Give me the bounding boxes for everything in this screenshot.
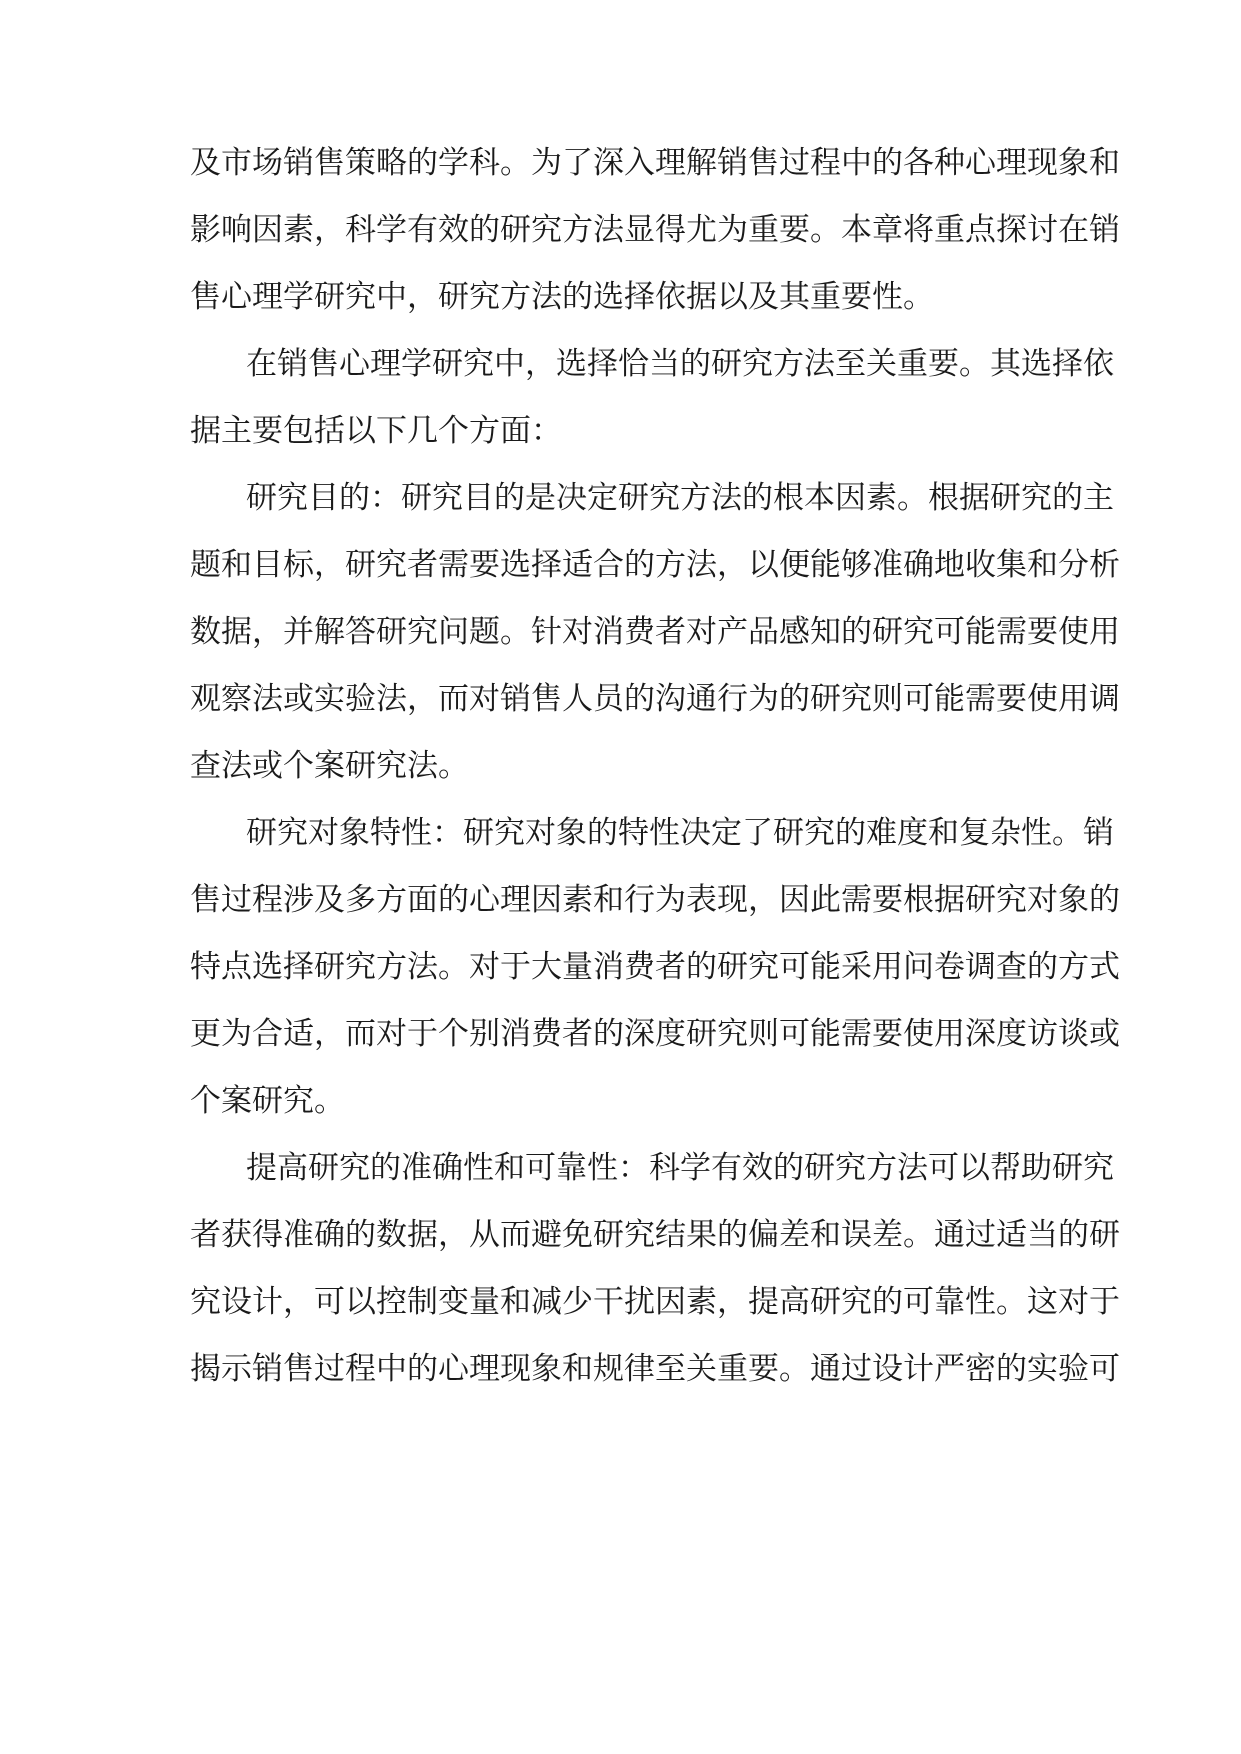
paragraph-line: 售心理学研究中，研究方法的选择依据以及其重要性。: [190, 279, 934, 315]
paragraph-line: 影响因素，科学有效的研究方法显得尤为重要。本章将重点探讨在销: [190, 212, 1120, 248]
paragraph-line: 及市场销售策略的学科。为了深入理解销售过程中的各种心理现象和: [190, 145, 1120, 181]
paragraph-line: 在销售心理学研究中，选择恰当的研究方法至关重要。其选择依: [246, 346, 1114, 382]
paragraph-line: 数据，并解答研究问题。针对消费者对产品感知的研究可能需要使用: [190, 614, 1120, 650]
paragraph-line: 究设计，可以控制变量和减少干扰因素，提高研究的可靠性。这对于: [190, 1284, 1120, 1320]
paragraph-line: 据主要包括以下几个方面：: [190, 413, 562, 449]
paragraph-line: 研究目的：研究目的是决定研究方法的根本因素。根据研究的主: [246, 480, 1114, 516]
paragraph-line: 研究对象特性：研究对象的特性决定了研究的难度和复杂性。销: [246, 815, 1114, 851]
paragraph-line: 更为合适，而对于个别消费者的深度研究则可能需要使用深度访谈或: [190, 1016, 1120, 1052]
paragraph-line: 售过程涉及多方面的心理因素和行为表现，因此需要根据研究对象的: [190, 882, 1120, 918]
paragraph-line: 查法或个案研究法。: [190, 748, 469, 784]
paragraph-line: 提高研究的准确性和可靠性：科学有效的研究方法可以帮助研究: [246, 1150, 1114, 1186]
paragraph-line: 观察法或实验法，而对销售人员的沟通行为的研究则可能需要使用调: [190, 681, 1120, 717]
paragraph-line: 者获得准确的数据，从而避免研究结果的偏差和误差。通过适当的研: [190, 1217, 1120, 1253]
paragraph-line: 特点选择研究方法。对于大量消费者的研究可能采用问卷调查的方式: [190, 949, 1120, 985]
paragraph-line: 揭示销售过程中的心理现象和规律至关重要。通过设计严密的实验可: [190, 1351, 1120, 1387]
paragraph-line: 题和目标，研究者需要选择适合的方法，以便能够准确地收集和分析: [190, 547, 1120, 583]
paragraph-line: 个案研究。: [190, 1083, 345, 1119]
